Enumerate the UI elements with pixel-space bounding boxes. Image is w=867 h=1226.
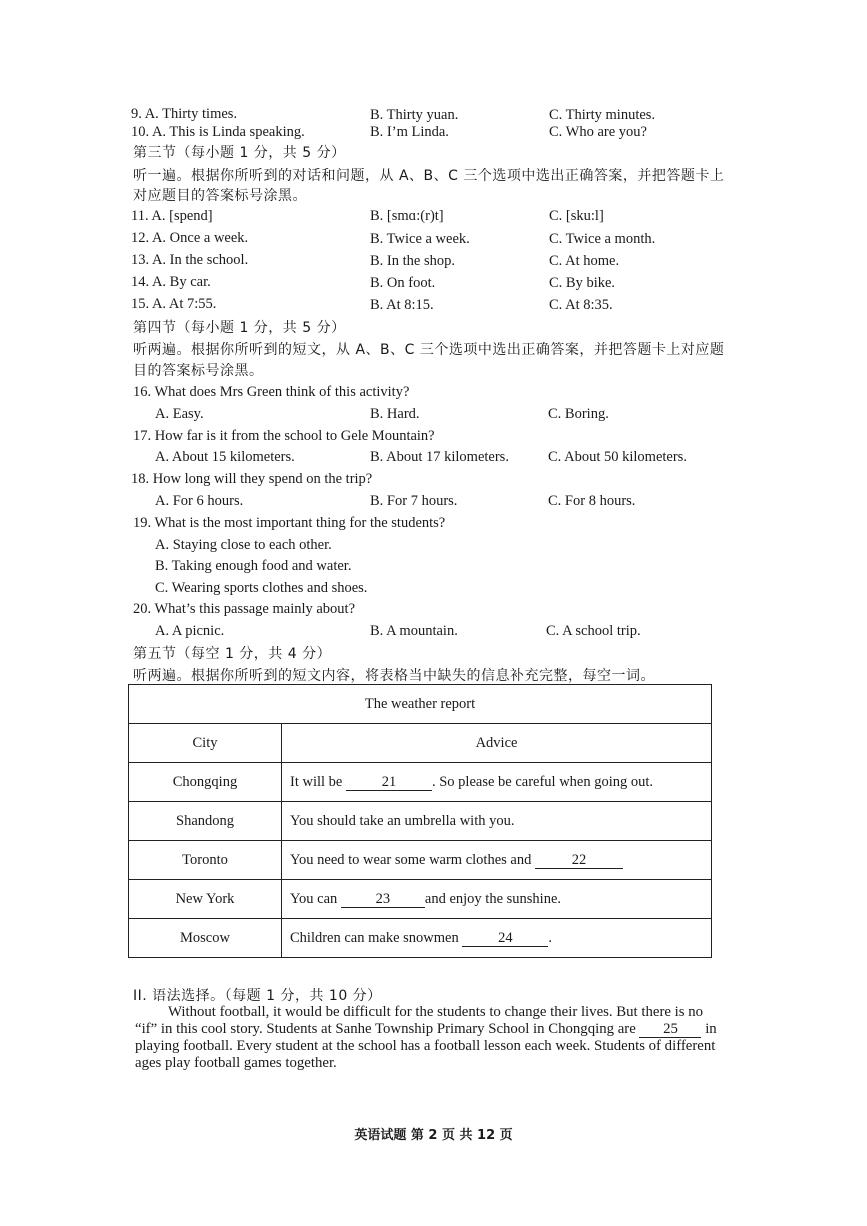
q9-option-a: 9. A. Thirty times. (131, 106, 238, 122)
q14-option-c: C. By bike. (549, 275, 616, 291)
q12-option-a: 12. A. Once a week. (131, 230, 249, 246)
q18-stem: 18. How long will they spend on the trip? (131, 471, 373, 487)
advice-cell: You should take an umbrella with you. (282, 802, 712, 841)
q16-option-a: A. Easy. (155, 406, 204, 422)
q20-option-a: A. A picnic. (155, 623, 225, 639)
advice-cell (282, 763, 712, 802)
q11-option-c: C. [sku:l] (549, 208, 604, 224)
passage-line2 (135, 1021, 737, 1038)
page-footer: 英语试题 第 2 页 共 12 页 (354, 1128, 513, 1143)
advice-cell (282, 919, 712, 958)
answer-blank: 22 (535, 852, 623, 869)
advice-text: You can (290, 890, 338, 907)
q20-stem: 20. What’s this passage mainly about? (133, 601, 356, 617)
q18-option-b: B. For 7 hours. (370, 493, 458, 509)
answer-blank: 25 (639, 1021, 701, 1038)
q15-option-a: 15. A. At 7:55. (131, 296, 217, 312)
advice-text: . So please be careful when going out. (431, 773, 654, 790)
advice-text: Children can make snowmen (290, 929, 459, 946)
q16-stem: 16. What does Mrs Green think of this activity? (133, 384, 410, 400)
q20-option-b: B. A mountain. (370, 623, 458, 639)
city-cell: New York (129, 880, 282, 919)
advice-text: and enjoy the sunshine. (424, 890, 562, 907)
table-row (129, 880, 712, 919)
city-cell: Toronto (129, 841, 282, 880)
answer-blank: 21 (346, 774, 432, 791)
q15-option-b: B. At 8:15. (370, 297, 434, 313)
q13-option-a: 13. A. In the school. (131, 252, 249, 268)
q18-option-a: A. For 6 hours. (155, 493, 244, 509)
passage-text: in (705, 1021, 717, 1037)
table-title: The weather report (129, 685, 712, 724)
column-header-advice: Advice (282, 724, 712, 763)
table-row (129, 841, 712, 880)
advice-text: . (548, 929, 552, 946)
q13-option-b: B. In the shop. (370, 253, 455, 269)
q10-option-b: B. I’m Linda. (370, 124, 449, 140)
q19-option-b: B. Taking enough food and water. (155, 558, 352, 574)
q17-stem: 17. How far is it from the school to Gele Mountain? (133, 428, 435, 444)
column-header-city: City (129, 724, 282, 763)
passage-line4: ages play football games together. (135, 1055, 337, 1071)
city-cell: Shandong (129, 802, 282, 841)
section5-heading: 第五节（每空 1 分，共 4 分） (133, 646, 332, 662)
q16-option-c: C. Boring. (548, 406, 609, 422)
q17-option-b: B. About 17 kilometers. (370, 449, 509, 465)
q19-option-c: C. Wearing sports clothes and shoes. (155, 580, 368, 596)
table-row (129, 919, 712, 958)
q14-option-a: 14. A. By car. (131, 274, 211, 290)
advice-text: You need to wear some warm clothes and (290, 851, 532, 868)
section3-instruction-line1: 听一遍。根据你所听到的对话和问题，从 A、B、C 三个选项中选出正确答案，并把答题卡上 (133, 168, 725, 184)
q10-option-c: C. Who are you? (549, 124, 647, 140)
q19-stem: 19. What is the most important thing for the students? (133, 515, 446, 531)
q11-option-a: 11. A. [spend] (131, 208, 213, 224)
q11-option-b: B. [smɑ:(r)t] (370, 208, 444, 224)
weather-report-table (128, 684, 712, 958)
passage-line1: Without football, it would be difficult for the students to change their lives. But there is no (168, 1004, 704, 1020)
q12-option-b: B. Twice a week. (370, 231, 470, 247)
q9-option-b: B. Thirty yuan. (370, 107, 459, 123)
passage-text: “if” in this cool story. Students at Sanhe Township Primary School in Chongqing are (135, 1021, 636, 1037)
section4-instruction-line2: 目的答案标号涂黑。 (133, 363, 264, 379)
section4-instruction-line1: 听两遍。根据你所听到的短文，从 A、B、C 三个选项中选出正确答案，并把答题卡上对应题 (133, 342, 725, 358)
section4-heading: 第四节（每小题 1 分，共 5 分） (133, 320, 346, 336)
advice-text: It will be (290, 773, 343, 790)
advice-cell (282, 841, 712, 880)
q13-option-c: C. At home. (549, 253, 620, 269)
section5-instruction: 听两遍。根据你所听到的短文内容，将表格当中缺失的信息补充完整，每空一词。 (133, 668, 655, 684)
q20-option-c: C. A school trip. (546, 623, 641, 639)
q10-option-a: 10. A. This is Linda speaking. (131, 124, 305, 140)
section3-instruction-line2: 对应题目的答案标号涂黑。 (133, 188, 307, 204)
city-cell: Moscow (129, 919, 282, 958)
q9-option-c: C. Thirty minutes. (549, 107, 656, 123)
answer-blank: 23 (341, 891, 425, 908)
q19-option-a: A. Staying close to each other. (155, 537, 332, 553)
table-row (129, 802, 712, 841)
q18-option-c: C. For 8 hours. (548, 493, 636, 509)
city-cell: Chongqing (129, 763, 282, 802)
table-row (129, 763, 712, 802)
q15-option-c: C. At 8:35. (549, 297, 613, 313)
part2-heading: II. 语法选择。（每题 1 分，共 10 分） (133, 988, 382, 1004)
q17-option-c: C. About 50 kilometers. (548, 449, 687, 465)
section3-heading: 第三节（每小题 1 分，共 5 分） (133, 145, 346, 161)
passage-line3: playing football. Every student at the school has a football lesson each week. Students of different (135, 1038, 716, 1054)
advice-cell (282, 880, 712, 919)
q16-option-b: B. Hard. (370, 406, 420, 422)
answer-blank: 24 (462, 930, 548, 947)
q17-option-a: A. About 15 kilometers. (155, 449, 295, 465)
q14-option-b: B. On foot. (370, 275, 436, 291)
q12-option-c: C. Twice a month. (549, 231, 656, 247)
